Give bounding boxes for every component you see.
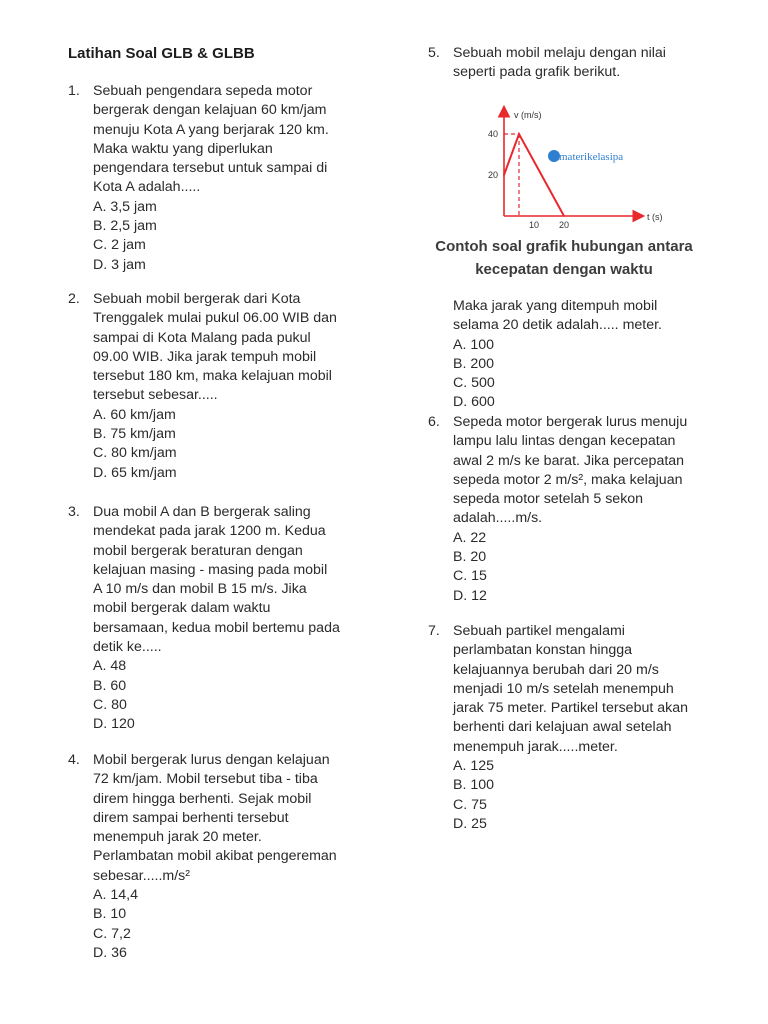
answer-option: B. 75 km/jam (93, 426, 176, 443)
question-text-line: Sebuah partikel mengalami (453, 623, 625, 639)
answer-option: D. 36 (93, 944, 127, 961)
answer-option: D. 3 jam (93, 256, 146, 273)
question-text-line: pengendara tersebut untuk sampai di (93, 160, 328, 177)
question-text-line: Sebuah mobil bergerak dari Kota (93, 291, 301, 307)
question-number: 7. (428, 623, 440, 639)
question-text-line: awal 2 m/s ke barat. Jika percepatan (453, 452, 685, 469)
question-text-line: sampai di Kota Malang pada pukul (93, 329, 311, 346)
question-text-line: sepeda motor setelah 5 sekon (453, 491, 644, 508)
x-tick-label: 20 (558, 220, 570, 230)
question-5-continued (428, 297, 728, 413)
data-point (503, 174, 505, 176)
answer-option: C. 2 jam (93, 237, 146, 254)
question-text-line: sebesar.....m/s² (93, 867, 190, 884)
question-text-line: tersebut 180 km, maka kelajuan mobil (93, 368, 332, 385)
answer-option: B. 60 (93, 677, 127, 694)
question-5 (428, 44, 728, 83)
question-text-line: menempuh jarak 20 meter. (93, 829, 262, 846)
y-tick-label: 40 (487, 129, 498, 139)
answer-option: A. 48 (93, 658, 127, 675)
chart-caption: Contoh soal grafik hubungan antara kecepatan dengan waktu (435, 238, 693, 278)
question-4 (68, 751, 378, 963)
answer-option: D. 12 (453, 587, 487, 604)
question-3 (68, 503, 378, 735)
data-point (563, 215, 565, 217)
question-body (453, 622, 728, 834)
answer-option: A. 100 (453, 336, 495, 353)
answer-option: B. 10 (93, 906, 127, 923)
question-text-line: Mobil bergerak lurus dengan kelajuan (93, 752, 330, 768)
question-text-line: Maka jarak yang ditempuh mobil (453, 298, 658, 314)
answer-option: C. 500 (453, 375, 495, 392)
data-point (518, 133, 520, 135)
question-text-line: sepeda motor 2 m/s², maka kelajuan (453, 471, 683, 488)
answer-option: D. 25 (453, 815, 487, 832)
question-body (93, 503, 378, 735)
answer-option: B. 20 (453, 549, 487, 566)
question-text-line: Trenggalek mulai pukul 06.00 WIB dan (93, 310, 337, 327)
question-body (93, 751, 378, 963)
chart-svg (478, 100, 663, 235)
question-body (93, 82, 378, 275)
question-text-line: A 10 m/s dan mobil B 15 m/s. Jika (93, 581, 307, 598)
answer-option: A. 22 (453, 529, 487, 546)
question-text-line: mendekat pada jarak 1200 m. Kedua (93, 523, 326, 540)
question-text-line: Kota A adalah..... (93, 179, 201, 196)
answer-option: D. 65 km/jam (93, 464, 177, 481)
question-body (453, 413, 728, 606)
question-text-line: menempuh jarak.....meter. (453, 738, 618, 755)
question-text-line: tersebut sebesar..... (93, 387, 218, 404)
question-number: 3. (68, 504, 80, 520)
question-text-line: Sebuah pengendara sepeda motor (93, 83, 313, 99)
answer-option: B. 100 (453, 777, 495, 794)
question-body (453, 297, 728, 413)
answer-option: D. 120 (93, 716, 135, 733)
question-text-line: menjadi 10 m/s setelah menempuh (453, 680, 674, 697)
answer-option: A. 3,5 jam (93, 198, 157, 215)
question-2 (68, 290, 378, 483)
question-text-line: jarak 75 meter. Partikel tersebut akan (453, 700, 689, 717)
question-number: 4. (68, 752, 80, 768)
question-text-line: Sepeda motor bergerak lurus menuju (453, 414, 688, 430)
answer-option: A. 14,4 (93, 887, 138, 904)
question-text-line: adalah.....m/s. (453, 510, 543, 527)
question-text-line: bersamaan, kedua mobil bertemu pada (93, 619, 340, 636)
question-body (453, 44, 728, 83)
question-text-line: kelajuan masing - masing pada mobil (93, 561, 328, 578)
y-tick-label: 20 (487, 170, 498, 180)
x-axis-label: t (s) (647, 212, 663, 222)
question-text-line: bergerak dengan kelajuan 60 km/jam (93, 102, 327, 119)
question-text-line: direm hingga berhenti. Sejak mobil (93, 790, 312, 807)
question-number: 6. (428, 414, 440, 430)
question-text-line: selama 20 detik adalah..... meter. (453, 317, 662, 334)
question-text-line: menuju Kota A yang berjarak 120 km. (93, 121, 329, 138)
answer-option: A. 60 km/jam (93, 406, 176, 423)
question-text-line: 09.00 WIB. Jika jarak tempuh mobil (93, 348, 317, 365)
answer-option: C. 15 (453, 568, 487, 585)
answer-option: B. 2,5 jam (93, 218, 157, 235)
question-text-line: Dua mobil A dan B bergerak saling (93, 504, 311, 520)
question-text-line: direm sampai berhenti tersebut (93, 809, 289, 826)
question-text-line: perlambatan konstan hingga (453, 642, 633, 659)
page-title: Latihan Soal GLB & GLBB (68, 45, 255, 62)
velocity-time-chart (478, 100, 663, 235)
question-text-line: 72 km/jam. Mobil tersebut tiba - tiba (93, 771, 318, 788)
question-text-line: seperti pada grafik berikut. (453, 64, 621, 81)
question-text-line: Perlambatan mobil akibat pengereman (93, 848, 337, 865)
question-text-line: mobil bergerak beraturan dengan (93, 542, 303, 559)
y-axis-label: v (m/s) (514, 110, 542, 120)
question-1 (68, 82, 378, 275)
question-text-line: kelajuannya berubah dari 20 m/s (453, 661, 659, 678)
answer-option: C. 80 (93, 696, 127, 713)
x-tick-label: 10 (528, 220, 540, 230)
velocity-line (504, 134, 564, 216)
question-text-line: Maka waktu yang diperlukan (93, 140, 273, 157)
answer-option: C. 7,2 (93, 925, 131, 942)
answer-option: C. 80 km/jam (93, 445, 177, 462)
answer-option: A. 125 (453, 758, 495, 775)
question-number: 2. (68, 291, 80, 307)
question-6 (428, 413, 728, 606)
question-text-line: lampu lalu lintas dengan kecepatan (453, 433, 676, 450)
question-number: 1. (68, 83, 80, 99)
question-text-line: berhenti dari kelajuan awal setelah (453, 719, 672, 736)
question-text-line: Sebuah mobil melaju dengan nilai (453, 45, 666, 61)
question-number: 5. (428, 45, 440, 61)
answer-option: C. 75 (453, 796, 487, 813)
question-body (93, 290, 378, 483)
answer-option: D. 600 (453, 394, 495, 411)
question-7 (428, 622, 728, 834)
answer-option: B. 200 (453, 355, 495, 372)
question-text-line: mobil bergerak dalam waktu (93, 600, 271, 617)
watermark-logo-text: materikelasipa (559, 151, 624, 163)
question-text-line: detik ke..... (93, 639, 162, 656)
